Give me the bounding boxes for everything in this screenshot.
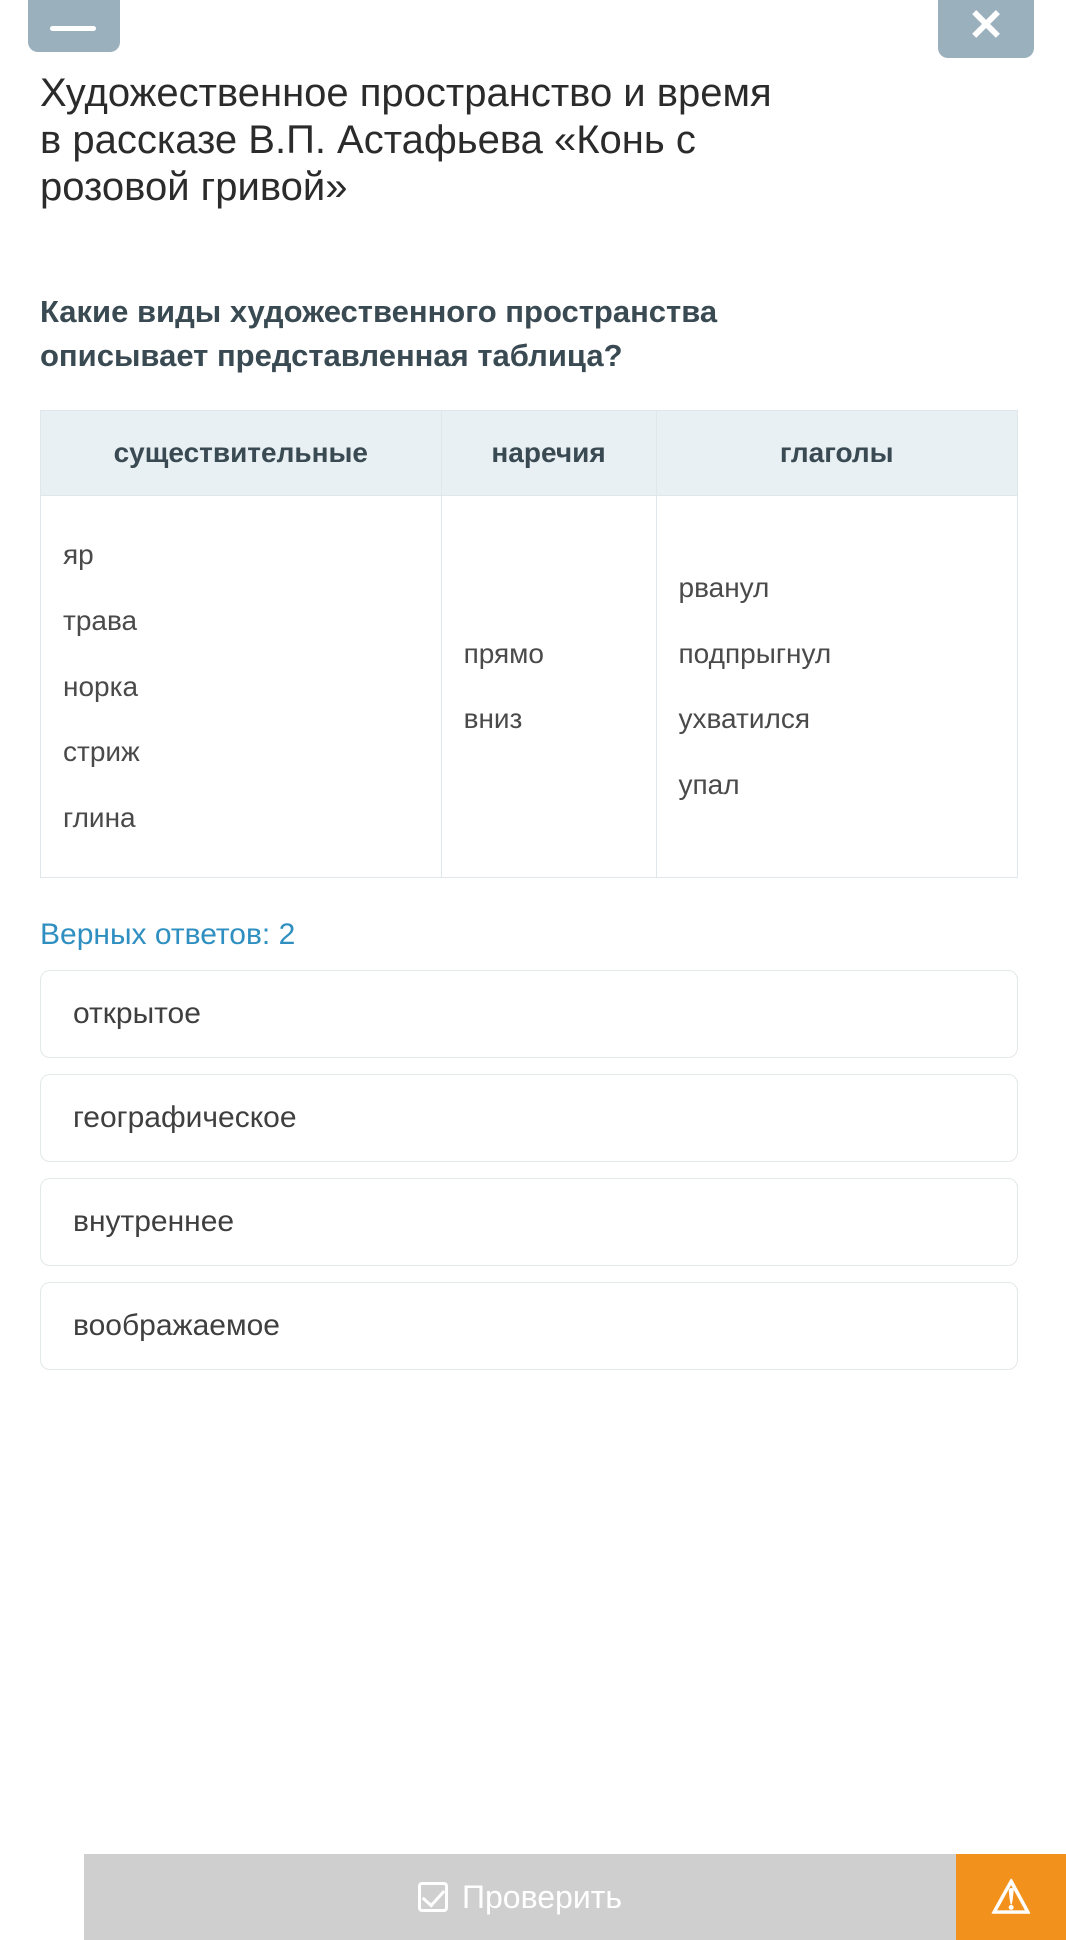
word-item: норка <box>63 670 139 702</box>
top-bar <box>0 0 1066 60</box>
close-button[interactable]: ✕ <box>938 0 1034 58</box>
minimize-icon <box>50 26 96 31</box>
word-item: ухватился <box>678 703 810 735</box>
table-header-verbs: глаголы <box>656 410 1018 495</box>
content-area <box>0 70 1066 1370</box>
words-table <box>40 410 1018 878</box>
answer-options-list <box>40 970 1026 1370</box>
word-item: упал <box>678 769 740 801</box>
word-item: трава <box>63 604 138 636</box>
checkbox-icon <box>418 1882 448 1912</box>
check-button-label: Проверить <box>461 1878 623 1915</box>
answer-option-3[interactable]: внутреннее <box>40 1178 1018 1266</box>
word-item: подпрыгнул <box>678 637 832 669</box>
table-header-adverbs: наречия <box>441 410 656 495</box>
word-item: стриж <box>63 736 140 768</box>
warning-icon: ⚠ <box>990 1871 1032 1923</box>
table-header-row <box>41 410 1018 495</box>
page-title: Художественное пространство и время в рассказе В.П. Астафьева «Конь с розовой гривой» <box>40 71 772 210</box>
answers-count-label: Верных ответов: 2 <box>40 917 296 951</box>
table-cell-nouns <box>41 495 442 877</box>
answer-option-2[interactable]: географическое <box>40 1074 1018 1162</box>
table-cell-adverbs <box>441 495 656 877</box>
table-row <box>41 495 1018 877</box>
answer-option-1[interactable]: открытое <box>40 970 1018 1058</box>
report-problem-button[interactable] <box>956 1854 1066 1940</box>
word-item: глина <box>63 802 136 834</box>
check-button[interactable] <box>84 1854 956 1940</box>
footer-bar <box>0 1854 1066 1940</box>
word-item: вниз <box>463 703 523 735</box>
back-button[interactable] <box>28 0 120 52</box>
table-header-nouns: существительные <box>41 410 442 495</box>
question-text: Какие виды художественного пространства описывает представленная таблица? <box>40 293 718 373</box>
word-item: яр <box>63 538 94 570</box>
table-cell-verbs <box>656 495 1018 877</box>
answer-option-4[interactable]: воображаемое <box>40 1282 1018 1370</box>
word-item: рванул <box>678 571 770 603</box>
word-item: прямо <box>463 637 544 669</box>
